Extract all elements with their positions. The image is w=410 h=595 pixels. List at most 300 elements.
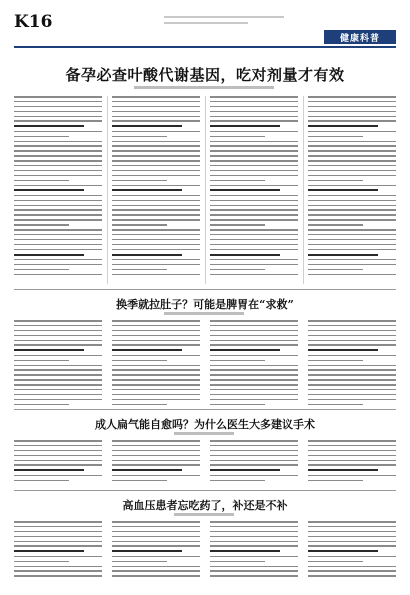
- text-line: [210, 536, 298, 538]
- text-line: [112, 195, 200, 197]
- text-line: [308, 556, 396, 558]
- text-line: [14, 556, 102, 558]
- text-line: [308, 445, 396, 447]
- text-line: [14, 349, 84, 351]
- text-line: [14, 460, 102, 462]
- text-line: [112, 365, 200, 367]
- text-line: [14, 389, 102, 391]
- text-line: [14, 320, 102, 322]
- text-line: [14, 106, 102, 108]
- text-line: [112, 399, 200, 401]
- text-line: [14, 455, 102, 457]
- text-line: [210, 325, 298, 327]
- text-line: [308, 219, 396, 221]
- text-line: [210, 249, 298, 251]
- text-line: [210, 344, 298, 346]
- text-line: [210, 150, 298, 152]
- text-line: [308, 355, 396, 357]
- article-3-column-2: [112, 440, 200, 481]
- text-line: [308, 460, 396, 462]
- article-3-column-1: [14, 440, 102, 481]
- text-line: [112, 561, 167, 563]
- text-line: [210, 440, 298, 442]
- text-line: [308, 264, 396, 266]
- text-line: [112, 475, 200, 477]
- column-rule: [107, 96, 108, 284]
- text-line: [210, 394, 298, 396]
- text-line: [112, 575, 200, 577]
- text-line: [210, 545, 298, 547]
- text-line: [14, 170, 102, 172]
- text-line: [308, 274, 396, 276]
- text-line: [210, 254, 280, 256]
- text-line: [14, 254, 84, 256]
- text-line: [14, 269, 69, 271]
- text-line: [14, 160, 102, 162]
- text-line: [112, 160, 200, 162]
- article-1-headline: 备孕必查叶酸代谢基因，吃对剂量才有效: [65, 66, 345, 84]
- text-line: [308, 125, 378, 127]
- text-line: [210, 214, 298, 216]
- text-line: [14, 111, 102, 113]
- text-line: [14, 189, 84, 191]
- text-line: [210, 274, 298, 276]
- text-line: [112, 464, 200, 466]
- text-line: [210, 165, 298, 167]
- article-4-column-3: [210, 521, 298, 577]
- text-line: [112, 106, 200, 108]
- text-line: [14, 394, 102, 396]
- text-line: [308, 404, 363, 406]
- text-line: [308, 239, 396, 241]
- text-line: [14, 200, 102, 202]
- text-line: [112, 175, 200, 177]
- article-1-column-2: [112, 96, 200, 275]
- text-line: [308, 259, 396, 261]
- text-line: [112, 264, 200, 266]
- article-1-column-4: [308, 96, 396, 275]
- text-line: [112, 101, 200, 103]
- text-line: [308, 150, 396, 152]
- text-line: [112, 450, 200, 452]
- text-line: [14, 234, 102, 236]
- text-line: [112, 200, 200, 202]
- text-line: [210, 566, 298, 568]
- header-rule: [14, 46, 396, 48]
- text-line: [112, 570, 200, 572]
- text-line: [210, 526, 298, 528]
- text-line: [210, 180, 265, 182]
- text-line: [14, 274, 102, 276]
- text-line: [112, 96, 200, 98]
- text-line: [14, 141, 102, 143]
- text-line: [210, 170, 298, 172]
- article-4-byline: [174, 513, 234, 516]
- text-line: [14, 575, 102, 577]
- text-line: [210, 120, 298, 122]
- text-line: [210, 209, 298, 211]
- text-line: [210, 335, 298, 337]
- text-line: [112, 531, 200, 533]
- text-line: [210, 480, 265, 482]
- text-line: [14, 155, 102, 157]
- text-line: [14, 541, 102, 543]
- text-line: [308, 545, 396, 547]
- text-line: [112, 131, 200, 133]
- text-line: [14, 526, 102, 528]
- text-line: [210, 550, 280, 552]
- text-line: [112, 111, 200, 113]
- text-line: [112, 566, 200, 568]
- text-line: [308, 120, 396, 122]
- text-line: [210, 475, 298, 477]
- text-line: [112, 180, 167, 182]
- text-line: [14, 545, 102, 547]
- text-line: [14, 374, 102, 376]
- text-line: [112, 150, 200, 152]
- text-line: [308, 399, 396, 401]
- text-line: [14, 464, 102, 466]
- text-line: [210, 365, 298, 367]
- text-line: [308, 96, 396, 98]
- text-line: [112, 369, 200, 371]
- text-line: [308, 244, 396, 246]
- text-line: [210, 384, 298, 386]
- text-line: [14, 219, 102, 221]
- text-line: [112, 244, 200, 246]
- text-line: [308, 440, 396, 442]
- text-line: [210, 330, 298, 332]
- text-line: [112, 469, 182, 471]
- text-line: [210, 264, 298, 266]
- article-divider: [14, 409, 396, 410]
- text-line: [308, 570, 396, 572]
- text-line: [112, 440, 200, 442]
- text-line: [210, 340, 298, 342]
- text-line: [112, 394, 200, 396]
- text-line: [210, 464, 298, 466]
- text-line: [308, 180, 363, 182]
- text-line: [112, 185, 200, 187]
- text-line: [210, 445, 298, 447]
- text-line: [112, 145, 200, 147]
- text-line: [210, 450, 298, 452]
- text-line: [112, 239, 200, 241]
- text-line: [308, 360, 363, 362]
- text-line: [14, 175, 102, 177]
- text-line: [210, 160, 298, 162]
- text-line: [112, 460, 200, 462]
- text-line: [14, 355, 102, 357]
- text-line: [308, 340, 396, 342]
- article-2-headline: 换季就拉肚子？可能是脾胃在“求救”: [116, 298, 294, 311]
- text-line: [210, 229, 298, 231]
- text-line: [112, 229, 200, 231]
- text-line: [14, 369, 102, 371]
- text-line: [14, 344, 102, 346]
- text-line: [308, 521, 396, 523]
- text-line: [210, 111, 298, 113]
- text-line: [308, 101, 396, 103]
- text-line: [112, 320, 200, 322]
- article-2-column-3: [210, 320, 298, 405]
- text-line: [308, 561, 363, 563]
- text-line: [112, 550, 182, 552]
- text-line: [308, 234, 396, 236]
- text-line: [308, 106, 396, 108]
- text-line: [210, 101, 298, 103]
- text-line: [14, 550, 84, 552]
- text-line: [112, 335, 200, 337]
- article-1-column-1: [14, 96, 102, 275]
- text-line: [14, 136, 69, 138]
- text-line: [14, 365, 102, 367]
- article-divider: [14, 289, 396, 290]
- text-line: [210, 541, 298, 543]
- text-line: [308, 269, 363, 271]
- text-line: [308, 116, 396, 118]
- article-3-headline: 成人扁气能自愈吗？为什么医生大多建议手术: [95, 418, 315, 431]
- text-line: [14, 165, 102, 167]
- text-line: [308, 374, 396, 376]
- text-line: [112, 521, 200, 523]
- text-line: [14, 214, 102, 216]
- text-line: [14, 205, 102, 207]
- text-line: [308, 205, 396, 207]
- article-2-column-2: [112, 320, 200, 405]
- text-line: [112, 224, 167, 226]
- text-line: [308, 379, 396, 381]
- text-line: [308, 195, 396, 197]
- article-3-byline: [174, 432, 234, 435]
- text-line: [14, 566, 102, 568]
- text-line: [112, 189, 182, 191]
- text-line: [14, 445, 102, 447]
- text-line: [14, 195, 102, 197]
- text-line: [308, 155, 396, 157]
- text-line: [308, 480, 363, 482]
- text-line: [14, 469, 84, 471]
- text-line: [308, 320, 396, 322]
- text-line: [112, 445, 200, 447]
- article-4-headline: 高血压患者忘吃药了，补还是不补: [122, 499, 288, 512]
- text-line: [210, 205, 298, 207]
- text-line: [112, 219, 200, 221]
- text-line: [210, 185, 298, 187]
- text-line: [14, 440, 102, 442]
- text-line: [112, 349, 182, 351]
- text-line: [210, 269, 265, 271]
- text-line: [210, 389, 298, 391]
- text-line: [210, 469, 280, 471]
- newspaper-page: [14, 10, 396, 585]
- text-line: [210, 131, 298, 133]
- column-rule: [303, 96, 304, 284]
- text-line: [112, 249, 200, 251]
- text-line: [112, 455, 200, 457]
- text-line: [112, 344, 200, 346]
- text-line: [210, 239, 298, 241]
- text-line: [14, 249, 102, 251]
- text-line: [14, 224, 69, 226]
- text-line: [308, 249, 396, 251]
- text-line: [210, 374, 298, 376]
- text-line: [210, 460, 298, 462]
- text-line: [14, 379, 102, 381]
- section-tab: 健康科普: [324, 30, 396, 44]
- text-line: [112, 545, 200, 547]
- text-line: [14, 101, 102, 103]
- text-line: [210, 561, 265, 563]
- text-line: [210, 570, 298, 572]
- text-line: [308, 111, 396, 113]
- text-line: [210, 320, 298, 322]
- text-line: [308, 531, 396, 533]
- text-line: [308, 365, 396, 367]
- text-line: [112, 254, 182, 256]
- article-2-column-4: [308, 320, 396, 405]
- text-line: [210, 349, 280, 351]
- text-line: [112, 259, 200, 261]
- text-line: [14, 536, 102, 538]
- text-line: [210, 219, 298, 221]
- text-line: [14, 330, 102, 332]
- text-line: [308, 170, 396, 172]
- text-line: [308, 165, 396, 167]
- text-line: [210, 455, 298, 457]
- text-line: [308, 229, 396, 231]
- text-line: [112, 384, 200, 386]
- text-line: [112, 379, 200, 381]
- text-line: [308, 349, 378, 351]
- text-line: [308, 175, 396, 177]
- text-line: [210, 521, 298, 523]
- article-3-column-4: [308, 440, 396, 481]
- text-line: [14, 531, 102, 533]
- text-line: [308, 160, 396, 162]
- text-line: [308, 384, 396, 386]
- text-line: [14, 325, 102, 327]
- article-2-byline: [164, 312, 244, 315]
- article-4-column-1: [14, 521, 102, 577]
- text-line: [14, 145, 102, 147]
- text-line: [112, 536, 200, 538]
- text-line: [14, 150, 102, 152]
- text-line: [308, 325, 396, 327]
- text-line: [308, 526, 396, 528]
- text-line: [14, 475, 102, 477]
- text-line: [112, 120, 200, 122]
- text-line: [112, 141, 200, 143]
- text-line: [14, 340, 102, 342]
- text-line: [210, 96, 298, 98]
- text-line: [14, 120, 102, 122]
- text-line: [14, 521, 102, 523]
- text-line: [112, 541, 200, 543]
- text-line: [210, 141, 298, 143]
- text-line: [14, 570, 102, 572]
- article-1-byline: [134, 86, 274, 89]
- text-line: [210, 244, 298, 246]
- text-line: [210, 155, 298, 157]
- text-line: [112, 274, 200, 276]
- article-4-column-4: [308, 521, 396, 577]
- text-line: [14, 259, 102, 261]
- text-line: [210, 399, 298, 401]
- column-rule: [205, 96, 206, 284]
- text-line: [308, 455, 396, 457]
- page-number: K16: [14, 12, 53, 32]
- text-line: [210, 125, 280, 127]
- text-line: [210, 355, 298, 357]
- text-line: [210, 360, 265, 362]
- article-4-column-2: [112, 521, 200, 577]
- text-line: [210, 106, 298, 108]
- text-line: [14, 96, 102, 98]
- text-line: [210, 234, 298, 236]
- text-line: [112, 269, 167, 271]
- text-line: [308, 185, 396, 187]
- text-line: [14, 180, 69, 182]
- text-line: [112, 340, 200, 342]
- text-line: [14, 125, 84, 127]
- text-line: [308, 575, 396, 577]
- text-line: [308, 209, 396, 211]
- text-line: [112, 155, 200, 157]
- text-line: [308, 335, 396, 337]
- text-line: [14, 131, 102, 133]
- text-line: [112, 325, 200, 327]
- text-line: [210, 259, 298, 261]
- text-line: [210, 175, 298, 177]
- text-line: [308, 394, 396, 396]
- article-2-column-1: [14, 320, 102, 405]
- text-line: [14, 209, 102, 211]
- text-line: [112, 526, 200, 528]
- text-line: [210, 189, 280, 191]
- text-line: [210, 116, 298, 118]
- text-line: [112, 556, 200, 558]
- text-line: [308, 136, 363, 138]
- text-line: [112, 480, 167, 482]
- text-line: [308, 389, 396, 391]
- text-line: [308, 550, 378, 552]
- article-3-column-3: [210, 440, 298, 481]
- text-line: [112, 136, 167, 138]
- text-line: [210, 200, 298, 202]
- text-line: [112, 214, 200, 216]
- text-line: [112, 205, 200, 207]
- text-line: [14, 399, 102, 401]
- text-line: [308, 131, 396, 133]
- text-line: [14, 450, 102, 452]
- text-line: [14, 335, 102, 337]
- text-line: [112, 170, 200, 172]
- text-line: [14, 561, 69, 563]
- text-line: [308, 475, 396, 477]
- text-line: [112, 404, 167, 406]
- text-line: [308, 369, 396, 371]
- page-header: [14, 10, 396, 50]
- editor-credits: [164, 16, 284, 34]
- text-line: [210, 404, 265, 406]
- text-line: [14, 244, 102, 246]
- text-line: [308, 464, 396, 466]
- text-line: [112, 116, 200, 118]
- text-line: [308, 145, 396, 147]
- text-line: [210, 531, 298, 533]
- text-line: [308, 224, 363, 226]
